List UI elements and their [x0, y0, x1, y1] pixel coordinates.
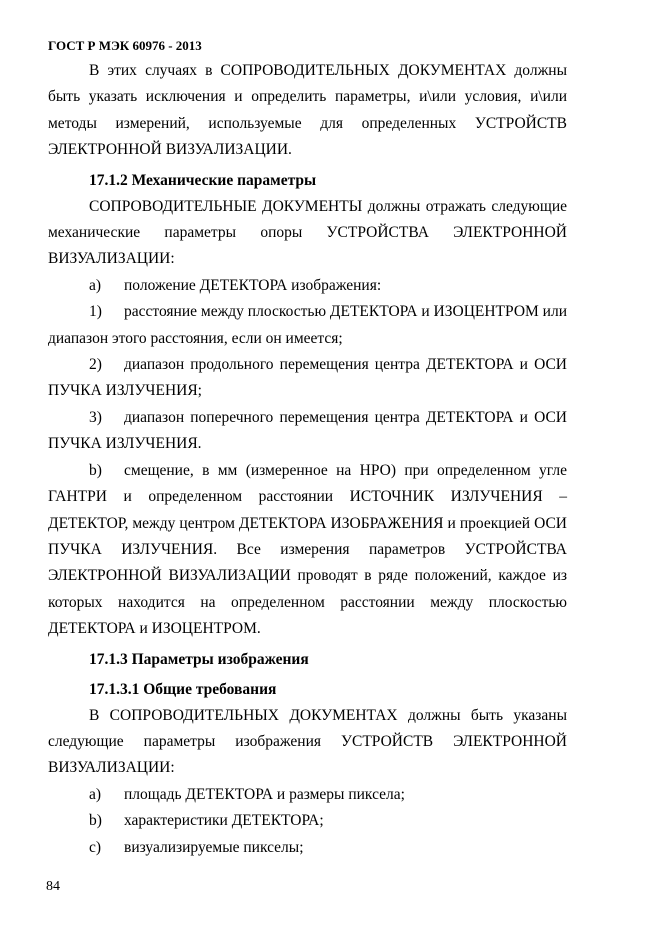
paragraph: В СОПРОВОДИТЕЛЬНЫХ ДОКУМЕНТАХ должны быть указаны следующие параметры изображения УСТРОЙСТВ ЭЛЕКТРОННОЙ ВИЗУАЛИЗАЦИИ:: [48, 706, 567, 777]
list-item: [48, 782, 567, 808]
list-item: [48, 835, 567, 861]
page-body: [48, 58, 567, 861]
list-item-text: характеристики ДЕТЕКТОРА;: [124, 812, 324, 830]
page-number: 84: [46, 879, 60, 894]
section-heading: 17.1.3 Параметры изображения: [89, 650, 309, 668]
list-item: [48, 273, 567, 299]
list-item-text: диапазон продольного перемещения центра ДЕТЕКТОРА и ОСИ ПУЧКА ИЗЛУЧЕНИЯ;: [48, 356, 567, 400]
list-marker: a): [89, 276, 102, 294]
list-item: [48, 352, 567, 405]
list-item-text: визуализируемые пикселы;: [124, 838, 304, 856]
section-heading: 17.1.2 Механические параметры: [89, 171, 317, 189]
list-marker: 2): [89, 356, 102, 374]
list-item-text: диапазон поперечного перемещения центра ДЕТЕКТОРА и ОСИ ПУЧКА ИЗЛУЧЕНИЯ.: [48, 408, 567, 453]
list-marker: b): [89, 461, 102, 479]
list-item-text: расстояние между плоскостью ДЕТЕКТОРА и ИЗОЦЕНТРОМ или диапазон этого расстояния, если он имеется;: [48, 303, 568, 347]
list-item-text: положение ДЕТЕКТОРА изображения:: [124, 276, 382, 294]
list-item-text: смещение, в мм (измеренное на НРО) при определенном угле ГАНТРИ и определенном расстоянии ИСТОЧНИК ИЗЛУЧЕНИЯ – ДЕТЕКТОР, между центром ДЕТЕКТОРА ИЗОБРАЖЕНИЯ и проекцией ОСИ ПУЧКА ИЗЛУЧЕНИЯ. Все измерения параметров УСТРОЙСТВА ЭЛЕКТРОННОЙ ВИЗУАЛИЗАЦИИ проводят в ряде положений, каждое из которых находится на определенном расстоянии между плоскостью ДЕТЕКТОРА и ИЗОЦЕНТРОМ.: [48, 461, 567, 638]
subsection-heading: 17.1.3.1 Общие требования: [89, 680, 277, 698]
list-marker: 1): [89, 303, 102, 321]
document-header: ГОСТ Р МЭК 60976 - 2013: [48, 38, 202, 53]
list-item: [48, 299, 567, 352]
paragraph: В этих случаях в СОПРОВОДИТЕЛЬНЫХ ДОКУМЕНТАХ должны быть указать исключения и определить параметры, и\или условия, и\или методы измерений, используемые для определенных УСТРОЙСТВ ЭЛЕКТРОННОЙ ВИЗУАЛИЗАЦИИ.: [48, 62, 567, 159]
list-item-text: площадь ДЕТЕКТОРА и размеры пиксела;: [124, 785, 405, 803]
list-item: [48, 405, 567, 458]
list-marker: c): [89, 838, 102, 856]
list-item: [48, 458, 567, 643]
list-marker: a): [89, 785, 102, 803]
list-item: [48, 808, 567, 834]
list-marker: 3): [89, 408, 102, 426]
list-marker: b): [89, 812, 102, 830]
paragraph: СОПРОВОДИТЕЛЬНЫЕ ДОКУМЕНТЫ должны отражать следующие механические параметры опоры УСТРОЙСТВА ЭЛЕКТРОННОЙ ВИЗУАЛИЗАЦИИ:: [48, 197, 567, 268]
